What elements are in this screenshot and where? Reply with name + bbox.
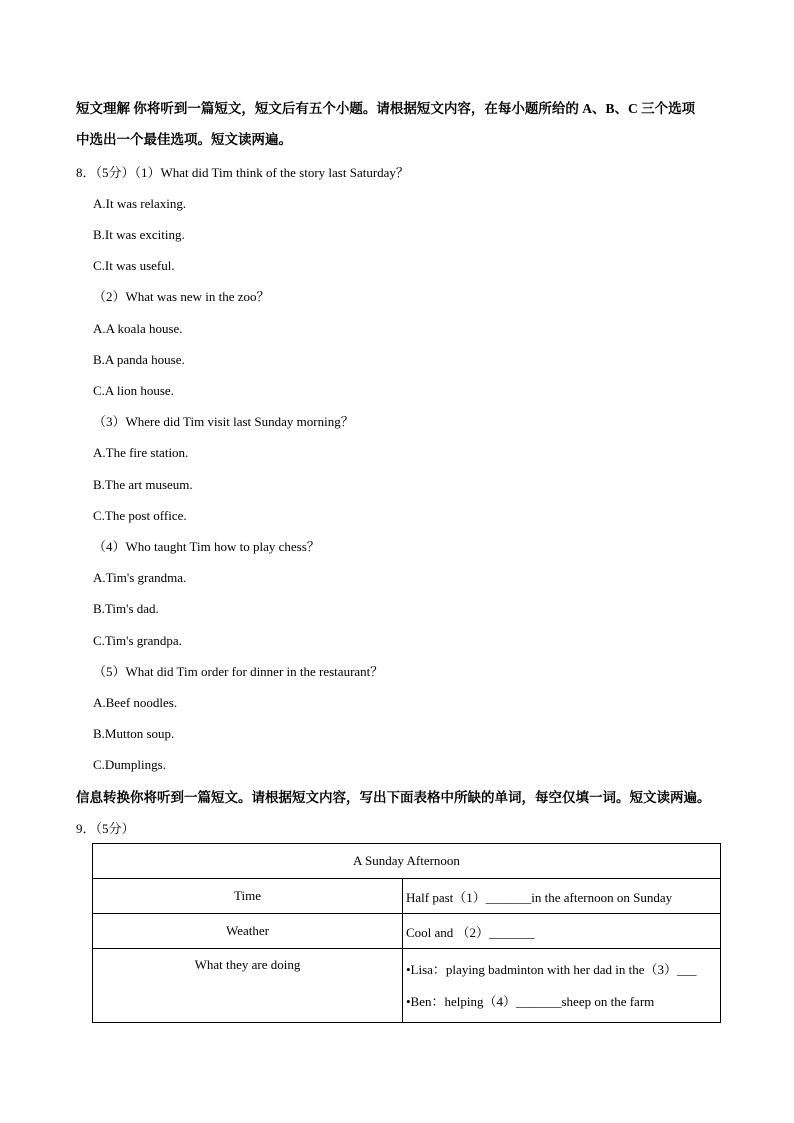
q8-option: B.A panda house. [93, 352, 185, 367]
q8-option: C.A lion house. [93, 383, 174, 398]
q8-subquestion: （3）Where did Tim visit last Sunday morning？ [93, 414, 354, 429]
q8-option: A.Beef noodles. [93, 695, 178, 710]
info-table [92, 843, 721, 1023]
table-title: A Sunday Afternoon [93, 844, 721, 879]
q8-subquestion: （4）Who taught Tim how to play chess？ [93, 539, 320, 554]
table-value-weather: Cool and （2）_______ [403, 914, 721, 949]
activity-ben: •Ben：helping（4）_______sheep on the farm [406, 993, 655, 1009]
q8-option: B.Mutton soup. [93, 726, 175, 741]
table-row [93, 949, 721, 1023]
q8-option: A.Tim's grandma. [93, 570, 187, 585]
question-8-header: 8．（5分）（1）What did Tim think of the story last Saturday？ [76, 165, 409, 180]
intro-line-2: 中选出一个最佳选项。短文读两遍。 [76, 132, 292, 147]
table-row [93, 914, 721, 949]
table-value-time: Half past（1）_______in the afternoon on Sunday [403, 879, 721, 914]
q8-option: A.The fire station. [93, 445, 189, 460]
q8-option: A.It was relaxing. [93, 196, 187, 211]
q8-option: B.Tim's dad. [93, 601, 159, 616]
q8-option: B.It was exciting. [93, 227, 185, 242]
q8-option: C.Tim's grandpa. [93, 633, 182, 648]
q8-option: C.The post office. [93, 508, 187, 523]
table-value-activities [403, 949, 721, 1023]
table-label-activities: What they are doing [93, 949, 403, 1023]
table-row [93, 879, 721, 914]
q8-subquestion: （5）What did Tim order for dinner in the restaurant？ [93, 664, 384, 679]
question-9-header: 9．（5分） [76, 821, 135, 836]
section2-intro: 信息转换你将听到一篇短文。请根据短文内容，写出下面表格中所缺的单词，每空仅填一词。短文读两遍。 [76, 790, 711, 805]
table-label-time: Time [93, 879, 403, 914]
q8-option: C.Dumplings. [93, 757, 166, 772]
table-label-weather: Weather [93, 914, 403, 949]
intro-line-1: 短文理解 你将听到一篇短文，短文后有五个小题。请根据短文内容，在每小题所给的 A、B、C 三个选项 [76, 101, 696, 116]
q8-option: A.A koala house. [93, 321, 183, 336]
activity-lisa: •Lisa：playing badminton with her dad in the（3）___ [406, 961, 697, 977]
q8-option: C.It was useful. [93, 258, 175, 273]
q8-option: B.The art museum. [93, 477, 193, 492]
q8-subquestion: （2）What was new in the zoo？ [93, 289, 270, 304]
